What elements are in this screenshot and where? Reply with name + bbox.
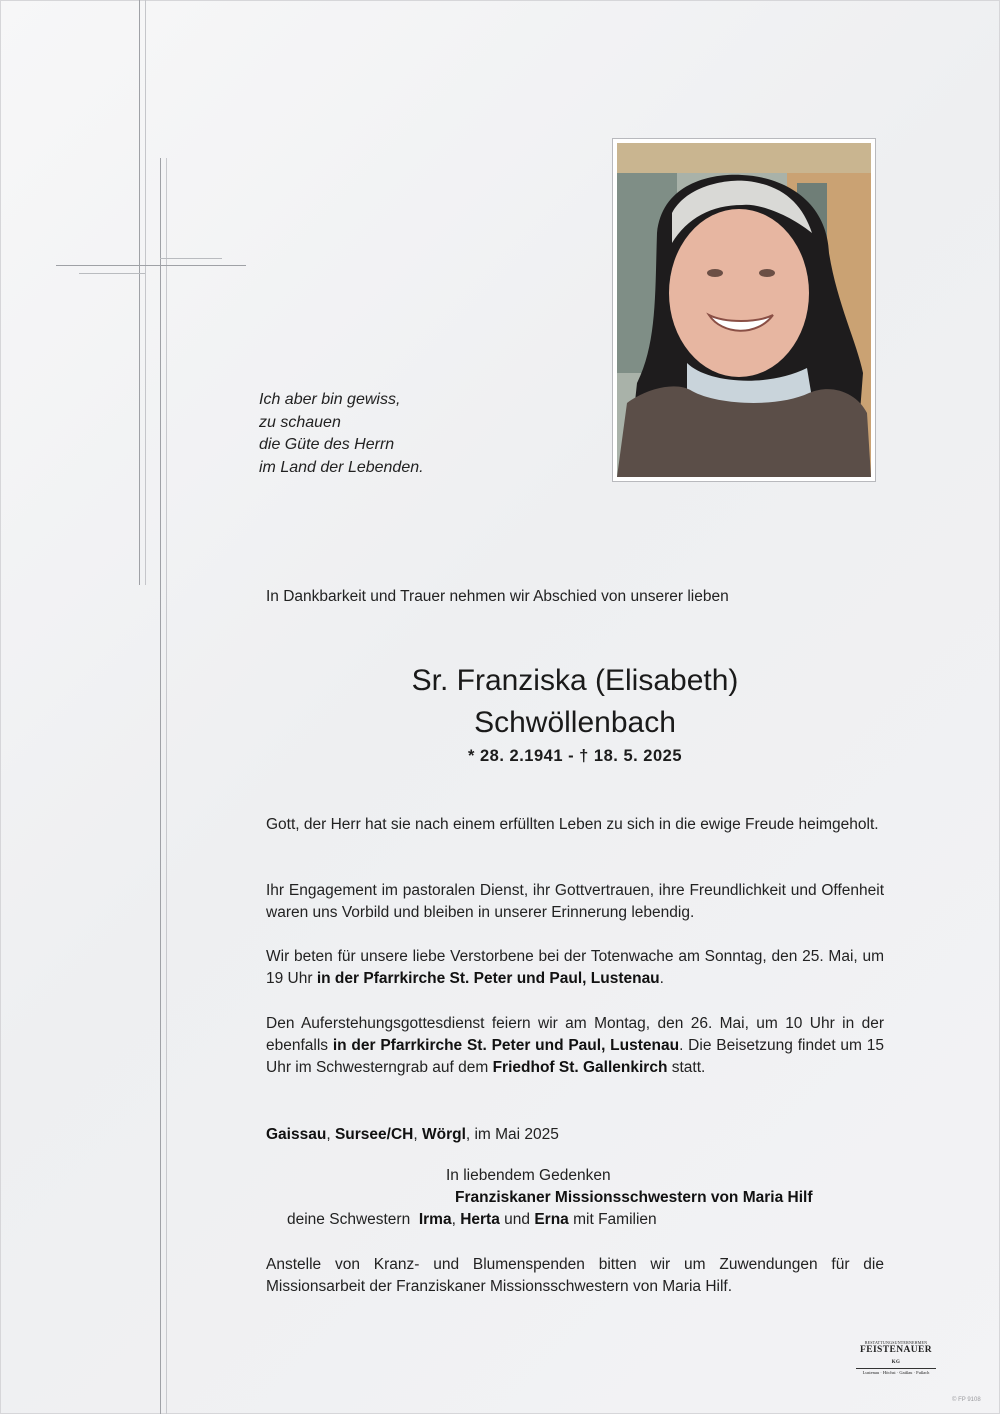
quote-line: die Güte des Herrn bbox=[259, 436, 395, 453]
paragraph-heimgeholt: Gott, der Herr hat sie nach einem erfüllten Leben zu sich in die ewige Freude heimgeholt. bbox=[266, 816, 879, 833]
separator: , bbox=[413, 1126, 422, 1143]
deceased-name-line-1: Sr. Franziska (Elisabeth) bbox=[411, 664, 739, 697]
sister-name: Irma bbox=[418, 1211, 452, 1228]
text-span: deine Schwestern bbox=[287, 1211, 419, 1228]
portrait-photo bbox=[617, 143, 871, 477]
cross-horizontal-line bbox=[56, 265, 246, 266]
logo-brand bbox=[856, 1345, 936, 1369]
paragraph-gottesdienst bbox=[266, 1013, 884, 1079]
cross-vertical-line-inner bbox=[160, 158, 161, 1414]
gedenken-order: Franziskaner Missionsschwestern von Maria Hilf bbox=[455, 1189, 813, 1206]
quote-line: im Land der Lebenden. bbox=[259, 458, 424, 476]
cross-horizontal-line-left bbox=[79, 273, 145, 274]
intro-text: In Dankbarkeit und Trauer nehmen wir Abschied von unserer lieben bbox=[266, 588, 729, 605]
paragraph-totenwache bbox=[266, 946, 884, 990]
text-span: Wir beten für unsere liebe Verstorbene bei der Totenwache am Sonntag, den 25. Mai, um 19 Uhr bbox=[266, 948, 884, 987]
sister-name: Erna bbox=[534, 1211, 569, 1228]
separator: , bbox=[326, 1126, 335, 1143]
logo-tagline: BESTATTUNGSUNTERNEHMEN bbox=[864, 1340, 928, 1345]
text-span: Den Auferstehungsgottesdienst feiern wir am Montag, den 26. Mai, um 10 Uhr in der ebenfalls bbox=[266, 1015, 884, 1054]
place-sursee: Sursee/CH bbox=[334, 1126, 414, 1143]
document-code: © FP 9108 bbox=[952, 1397, 981, 1403]
bible-quote bbox=[259, 389, 424, 479]
logo-places: Lustenau · Höchst · Gaißau · Fußach bbox=[862, 1370, 930, 1375]
life-dates: * 28. 2.1941 - † 18. 5. 2025 bbox=[468, 747, 682, 765]
text-span: mit Familien bbox=[568, 1211, 657, 1228]
cross-horizontal-line-right bbox=[160, 258, 222, 259]
places-and-date bbox=[266, 1124, 884, 1146]
place-woergl: Wörgl bbox=[421, 1126, 466, 1143]
cross-vertical-line-outer bbox=[139, 0, 140, 585]
text-span: , bbox=[451, 1211, 461, 1228]
quote-line: Ich aber bin gewiss, bbox=[259, 391, 401, 408]
text-span: und bbox=[499, 1211, 535, 1228]
gedenken-sisters bbox=[287, 1211, 657, 1229]
cross-vertical-line-inner-shadow bbox=[166, 158, 167, 1414]
place-gaissau: Gaissau bbox=[266, 1126, 327, 1143]
logo-brand-name: FEISTENAUER bbox=[860, 1345, 932, 1355]
paragraph-spenden: Anstelle von Kranz- und Blumenspenden bitten wir um Zuwendungen für die Missionsarbeit der Franziskaner Missionsschwestern von Maria Hilf. bbox=[266, 1256, 884, 1295]
deceased-block bbox=[266, 660, 884, 766]
cemetery-bold: Friedhof St. Gallenkirch bbox=[492, 1059, 668, 1076]
location-bold: in der Pfarrkirche St. Peter und Paul, Lustenau bbox=[332, 1037, 680, 1054]
sister-name: Herta bbox=[460, 1211, 500, 1228]
cross-vertical-line-shadow bbox=[145, 0, 146, 585]
text-span: statt. bbox=[667, 1059, 706, 1076]
logo-brand-suffix: KG bbox=[891, 1360, 901, 1365]
paragraph-engagement: Ihr Engagement im pastoralen Dienst, ihr Gottvertrauen, ihre Freundlichkeit und Offenheit waren uns Vorbild und bleiben in unserer Erinnerung lebendig. bbox=[266, 882, 884, 921]
quote-line: zu schauen bbox=[259, 413, 341, 431]
gedenken-heading: In liebendem Gedenken bbox=[446, 1167, 611, 1184]
portrait-frame bbox=[612, 138, 876, 482]
month-year: , im Mai 2025 bbox=[465, 1126, 559, 1143]
text-span: . bbox=[659, 970, 664, 987]
text-span: . Die Beisetzung findet um 15 Uhr im Schwesterngrab auf dem bbox=[266, 1037, 884, 1076]
funeral-home-logo bbox=[856, 1340, 936, 1375]
location-bold: in der Pfarrkirche St. Peter und Paul, Lustenau bbox=[316, 970, 660, 987]
deceased-name-line-2: Schwöllenbach bbox=[474, 706, 676, 739]
